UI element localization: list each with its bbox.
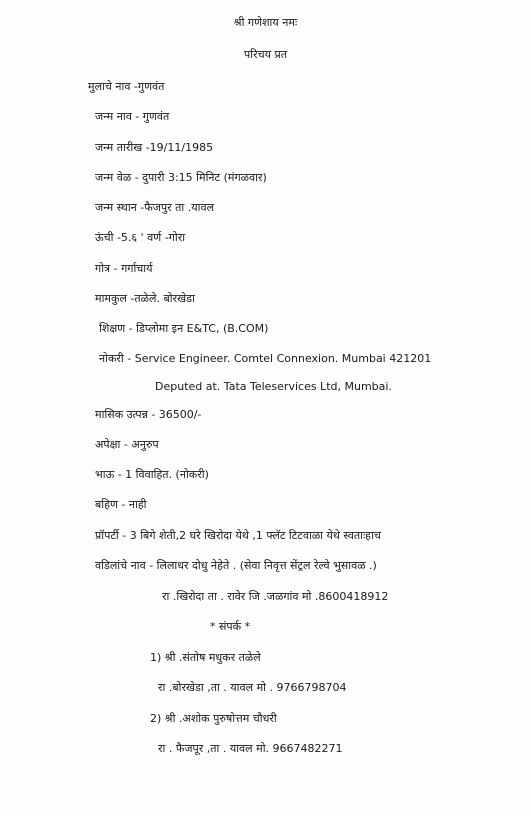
invocation-heading: श्री गणेशाय नमः — [233, 16, 298, 29]
birth-time: जन्म वेळ - दुपारी 3:15 मिनिट (मंगळवार) — [95, 171, 267, 184]
brother: भाऊ - 1 विवाहित. (नोकरी) — [95, 468, 209, 481]
maternal-uncle: मामकुल -तळेले. बोरखेडा — [95, 292, 195, 305]
sister: बहिण - नाही — [95, 498, 147, 511]
boy-name: मुलाचे नाव -गुणवंत — [88, 80, 165, 93]
property: प्रॉपर्टी - 3 बिगे शेती,2 घरे खिरोदा येथे ,1 फ्लॅट टिटवाळा येथे स्वताःहाच — [95, 529, 381, 542]
father-address: रा .खिरोदा ता . रावेर जि .जळगांव मो .8600418912 — [162, 590, 389, 603]
contact-heading: * संपर्क * — [210, 620, 251, 633]
page-title: परिचय प्रत — [244, 48, 287, 61]
contact-name: 2) श्री .अशोक पुरुषोत्तम चौधरी — [150, 712, 277, 725]
contact-address: रा . फैजपूर ,ता . यावल मो. 9667482271 — [158, 742, 343, 755]
birth-name: जन्म नाव - गुणवंत — [95, 110, 170, 123]
deputed-at: Deputed at. Tata Teleservices Ltd, Mumbai. — [155, 380, 392, 393]
birth-place: जन्म स्थान -फैजपुर ता .यावल — [95, 201, 215, 214]
height-complexion: ऊंची -5.६ ' वर्ण -गोरा — [95, 231, 186, 244]
father-name: वडिलांचे नाव - लिलाधर दोधु नेहेते . (सेवा निवृत्त सेंट्रल रेल्वे भुसावळ .) — [95, 559, 377, 572]
gotra: गोत्र - गर्गाचार्य — [95, 262, 153, 275]
education: शिक्षण - डिप्लोमा इन E&TC, (B.COM) — [99, 322, 269, 335]
birth-date: जन्म तारीख -19/11/1985 — [95, 141, 214, 154]
job: नोकरी - Service Engineer. Comtel Connexion. Mumbai 421201 — [99, 352, 432, 365]
expectation: अपेक्षा - अनुरुप — [95, 438, 159, 451]
monthly-income: मासिक उत्पन्न - 36500/- — [95, 408, 202, 421]
contact-address: रा .बोरखेडा ,ता . यावल मो . 9766798704 — [158, 681, 347, 694]
contact-name: 1) श्री .संतोष मधुकर तळेले — [150, 651, 261, 664]
